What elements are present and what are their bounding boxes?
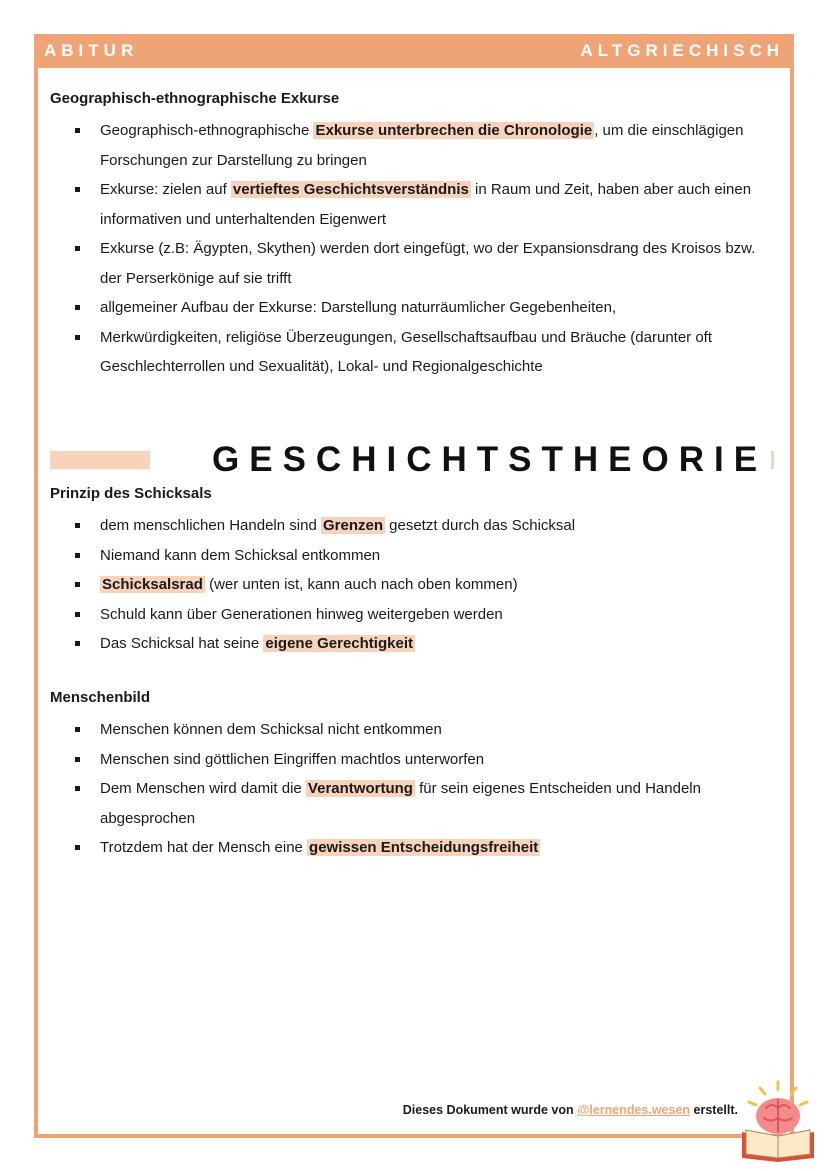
highlight: eigene Gerechtigkeit (265, 635, 413, 652)
list-item (100, 116, 770, 175)
schicksal-section (50, 483, 770, 659)
highlight: gewissen Entscheidungsfreiheit (309, 839, 539, 856)
header-right: ALTGRIECHISCH (580, 41, 784, 60)
text: Menschen können dem Schicksal nicht entkommen (100, 721, 442, 738)
highlight: vertieftes Geschichtsverständnis (232, 181, 469, 198)
text: gesetzt durch das Schicksal (384, 517, 576, 534)
text: , um die einschlägigen Forschungen zur Darstellung zu bringen (100, 122, 744, 169)
footer-text: Dieses Dokument wurde von (402, 1103, 578, 1117)
exkurse-section (50, 88, 770, 382)
list-item (100, 629, 770, 659)
list-item (100, 541, 770, 571)
bullet-list (50, 511, 770, 659)
section-title: Menschenbild (50, 689, 151, 706)
list-item (100, 715, 770, 745)
text: Merkwürdigkeiten, religiöse Überzeugungen, Gesellschaftsaufbau und Bräuche (darunter oft Geschlechterrollen und Sexualität), Lokal- und Regionalgeschichte (100, 328, 713, 375)
list-item (100, 570, 770, 600)
list-item (100, 323, 770, 382)
list-item (100, 745, 770, 775)
heading-bar-left (50, 451, 150, 469)
list-item (100, 833, 770, 863)
bullet-list (50, 715, 770, 863)
header-left: ABITUR (44, 41, 139, 60)
text: (wer unten ist, kann auch nach oben kommen) (204, 576, 518, 593)
list-item (100, 234, 770, 293)
text: Exkurse (z.B: Ägypten, Skythen) werden dort eingefügt, wo der Expansionsdrang des Kroisos bzw. der Perserkönige auf sie trifft (100, 240, 756, 287)
section-title: Prinzip des Schicksals (50, 485, 212, 502)
highlight: Verantwortung (307, 780, 413, 797)
text: Trotzdem hat der Mensch eine (100, 839, 308, 856)
highlight: Schicksalsrad (102, 576, 203, 593)
text: Exkurse: zielen auf (100, 181, 231, 198)
theory-heading: GESCHICHTSTHEORIE (208, 440, 771, 480)
highlight: Grenzen (322, 517, 383, 534)
page-header (34, 34, 794, 68)
text: in Raum und Zeit, haben aber auch einen informativen und unterhaltenden Eigenwert (100, 181, 752, 228)
footer-credit (403, 1103, 738, 1117)
text: allgemeiner Aufbau der Exkurse: Darstellung naturräumlicher Gegebenheiten, (100, 299, 617, 316)
text: dem menschlichen Handeln sind (100, 517, 321, 534)
theory-heading-band (50, 440, 774, 480)
text: Menschen sind göttlichen Eingriffen machtlos unterworfen (100, 750, 485, 768)
list-item (100, 774, 770, 833)
text: Schuld kann über Generationen hinweg weitergeben werden (100, 605, 503, 623)
section-title: Geographisch-ethnographische Exkurse (50, 90, 340, 107)
brain-on-book-icon (738, 1078, 818, 1162)
footer-text: erstellt. (690, 1103, 738, 1117)
author-link[interactable]: @lernendes.wesen (577, 1103, 691, 1117)
text: Das Schicksal hat seine (100, 635, 264, 652)
text: Geographisch-ethnographische (100, 122, 314, 139)
list-item (100, 293, 770, 323)
bullet-list (50, 116, 770, 382)
text: für sein eigenes Entscheiden und Handeln abgesprochen (100, 780, 701, 827)
highlight: Exkurse unterbrechen die Chronologie (315, 122, 593, 139)
text: Niemand kann dem Schicksal entkommen (100, 546, 381, 564)
menschenbild-section (50, 687, 770, 863)
list-item (100, 511, 770, 541)
list-item (100, 175, 770, 234)
text: Dem Menschen wird damit die (100, 780, 306, 797)
list-item (100, 600, 770, 630)
